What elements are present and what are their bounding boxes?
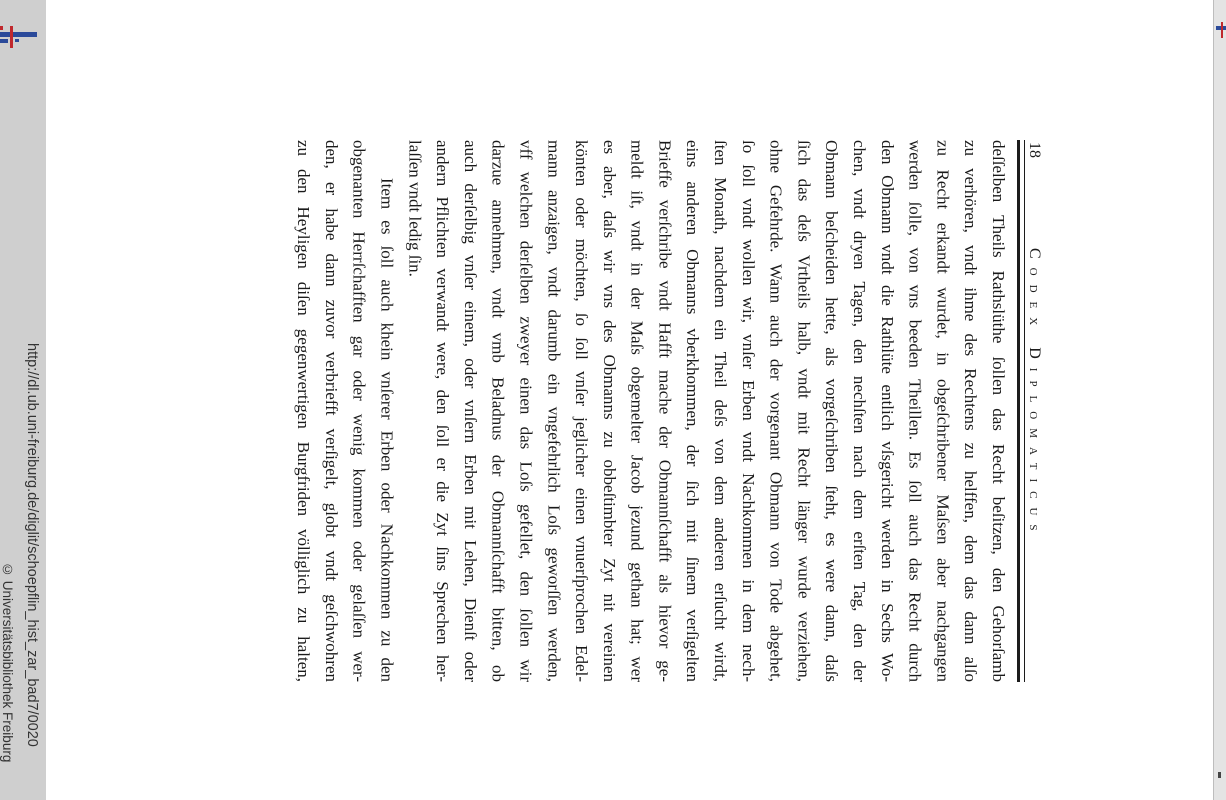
paragraph-end-line: laſſen vndt ledig ſin. bbox=[405, 140, 425, 277]
text-line: Brieffe verſchribe vndt Hafft mache der Obmannſchafft als hievor ge- bbox=[655, 140, 675, 682]
text-line: ſo ſoll vndt wollen wir, vnſer Erben vndt Nachkommen in dem nech- bbox=[738, 140, 758, 682]
text-line: darzue annehmen, vndt vmb Beladnus der Obmannſchafft bitten, ob bbox=[488, 140, 508, 682]
text-line: obgenanten Herrſchafften gar oder wenig kommen oder gelaſſen wer- bbox=[349, 140, 369, 682]
text-line: ſten Monath, nachdem ein Theil deſs von dem anderen erſucht wirdt, bbox=[711, 140, 731, 682]
text-line: eins anderen Obmanns vberkhommen, der ſich mit ſinem verſigelten bbox=[683, 140, 703, 682]
page-body-text bbox=[289, 140, 1012, 682]
text-line: andern Pflichten verwandt were, den ſoll er die Zyt ſins Sprechen her- bbox=[433, 140, 453, 682]
text-line: ſich das deſs Vrtheils halb, vndt mit Recht länger wurde verziehen, bbox=[794, 140, 814, 682]
text-line: meldt iſt, vndt in der Maſs obgemelter Jacob jezund gethan hat; wer bbox=[627, 140, 647, 682]
university-logo-icon bbox=[0, 26, 40, 50]
page-header bbox=[1022, 140, 1046, 682]
text-line: deſſelben Theils Rathslüthe ſollen das Recht beſitzen, den Gehorſamb bbox=[989, 140, 1008, 682]
next-page-edge[interactable] bbox=[1213, 0, 1226, 800]
copyright-notice: © Universitätsbibliothek Freiburg bbox=[0, 562, 15, 763]
header-rule-thin bbox=[1024, 140, 1025, 682]
header-rule-thick bbox=[1017, 140, 1020, 682]
text-line: werden ſolle, von vns beeden Theillen. Es ſoll auch das Recht durch bbox=[905, 140, 925, 682]
text-line: den, er habe dann zuvor verbriefft verſigelt, globt vndt geſchwohren bbox=[321, 140, 341, 682]
edge-logo-icon bbox=[1216, 20, 1226, 40]
edge-mark bbox=[1218, 772, 1221, 778]
document-url: http://dl.ub.uni-freiburg.de/diglit/schoepflin_hist_zar_bad7/0020 bbox=[24, 343, 40, 747]
text-line: Obmann beſcheiden hette, als vorgeſchriben ſteht, es were dann, daſs bbox=[822, 140, 842, 682]
text-line: auch derſelbig vnſer einem, oder vnſern Erben mit Lehen, Dienſt oder bbox=[460, 140, 480, 682]
text-line: vff welchen derſelben zweyer einen das Loſs gefellet, den ſollen wir bbox=[516, 140, 536, 682]
text-line: den Obmann vndt die Rathlüte entlich vſsgericht werden in Sechs Wo- bbox=[877, 140, 897, 682]
text-line: könten oder möchten, ſo ſoll vnſer jeglicher einen vnuerſprochen Edel- bbox=[572, 140, 592, 682]
text-line: zu den Heyligen diſen gegenwertigen Burgfriden völliglich zu halten, bbox=[294, 140, 314, 682]
text-line: mann anzaigen, vndt darumb ein vngefehrlich Loſs geworſſen werden, bbox=[544, 140, 564, 682]
text-line: zu Recht erkandt wurdet, in obgeſchribener Maſsen aber nachgangen bbox=[933, 140, 953, 682]
text-line: es aber, daſs wir vns des Obmanns zu obbeſtimbter Zyt nit vereinen bbox=[599, 140, 619, 682]
text-line: ohne Gefehrde. Wann auch der vorgenant Obmann von Tode abgehet, bbox=[766, 140, 786, 682]
page-number: 18 bbox=[1026, 142, 1043, 158]
text-line: zu verhören, vndt ihme des Rechtens zu helffen, dem das dann alſo bbox=[961, 140, 981, 682]
paragraph-start-line: Item es ſoll auch khein vnſerer Erben oder Nachkommen zu den bbox=[377, 178, 397, 682]
viewer-sidebar bbox=[0, 0, 46, 800]
text-line: chen, vndt dryen Tagen, den nechſten nach dem erſten Tag, den der bbox=[850, 140, 870, 682]
running-title: Codex Diplomaticus bbox=[1026, 248, 1043, 540]
